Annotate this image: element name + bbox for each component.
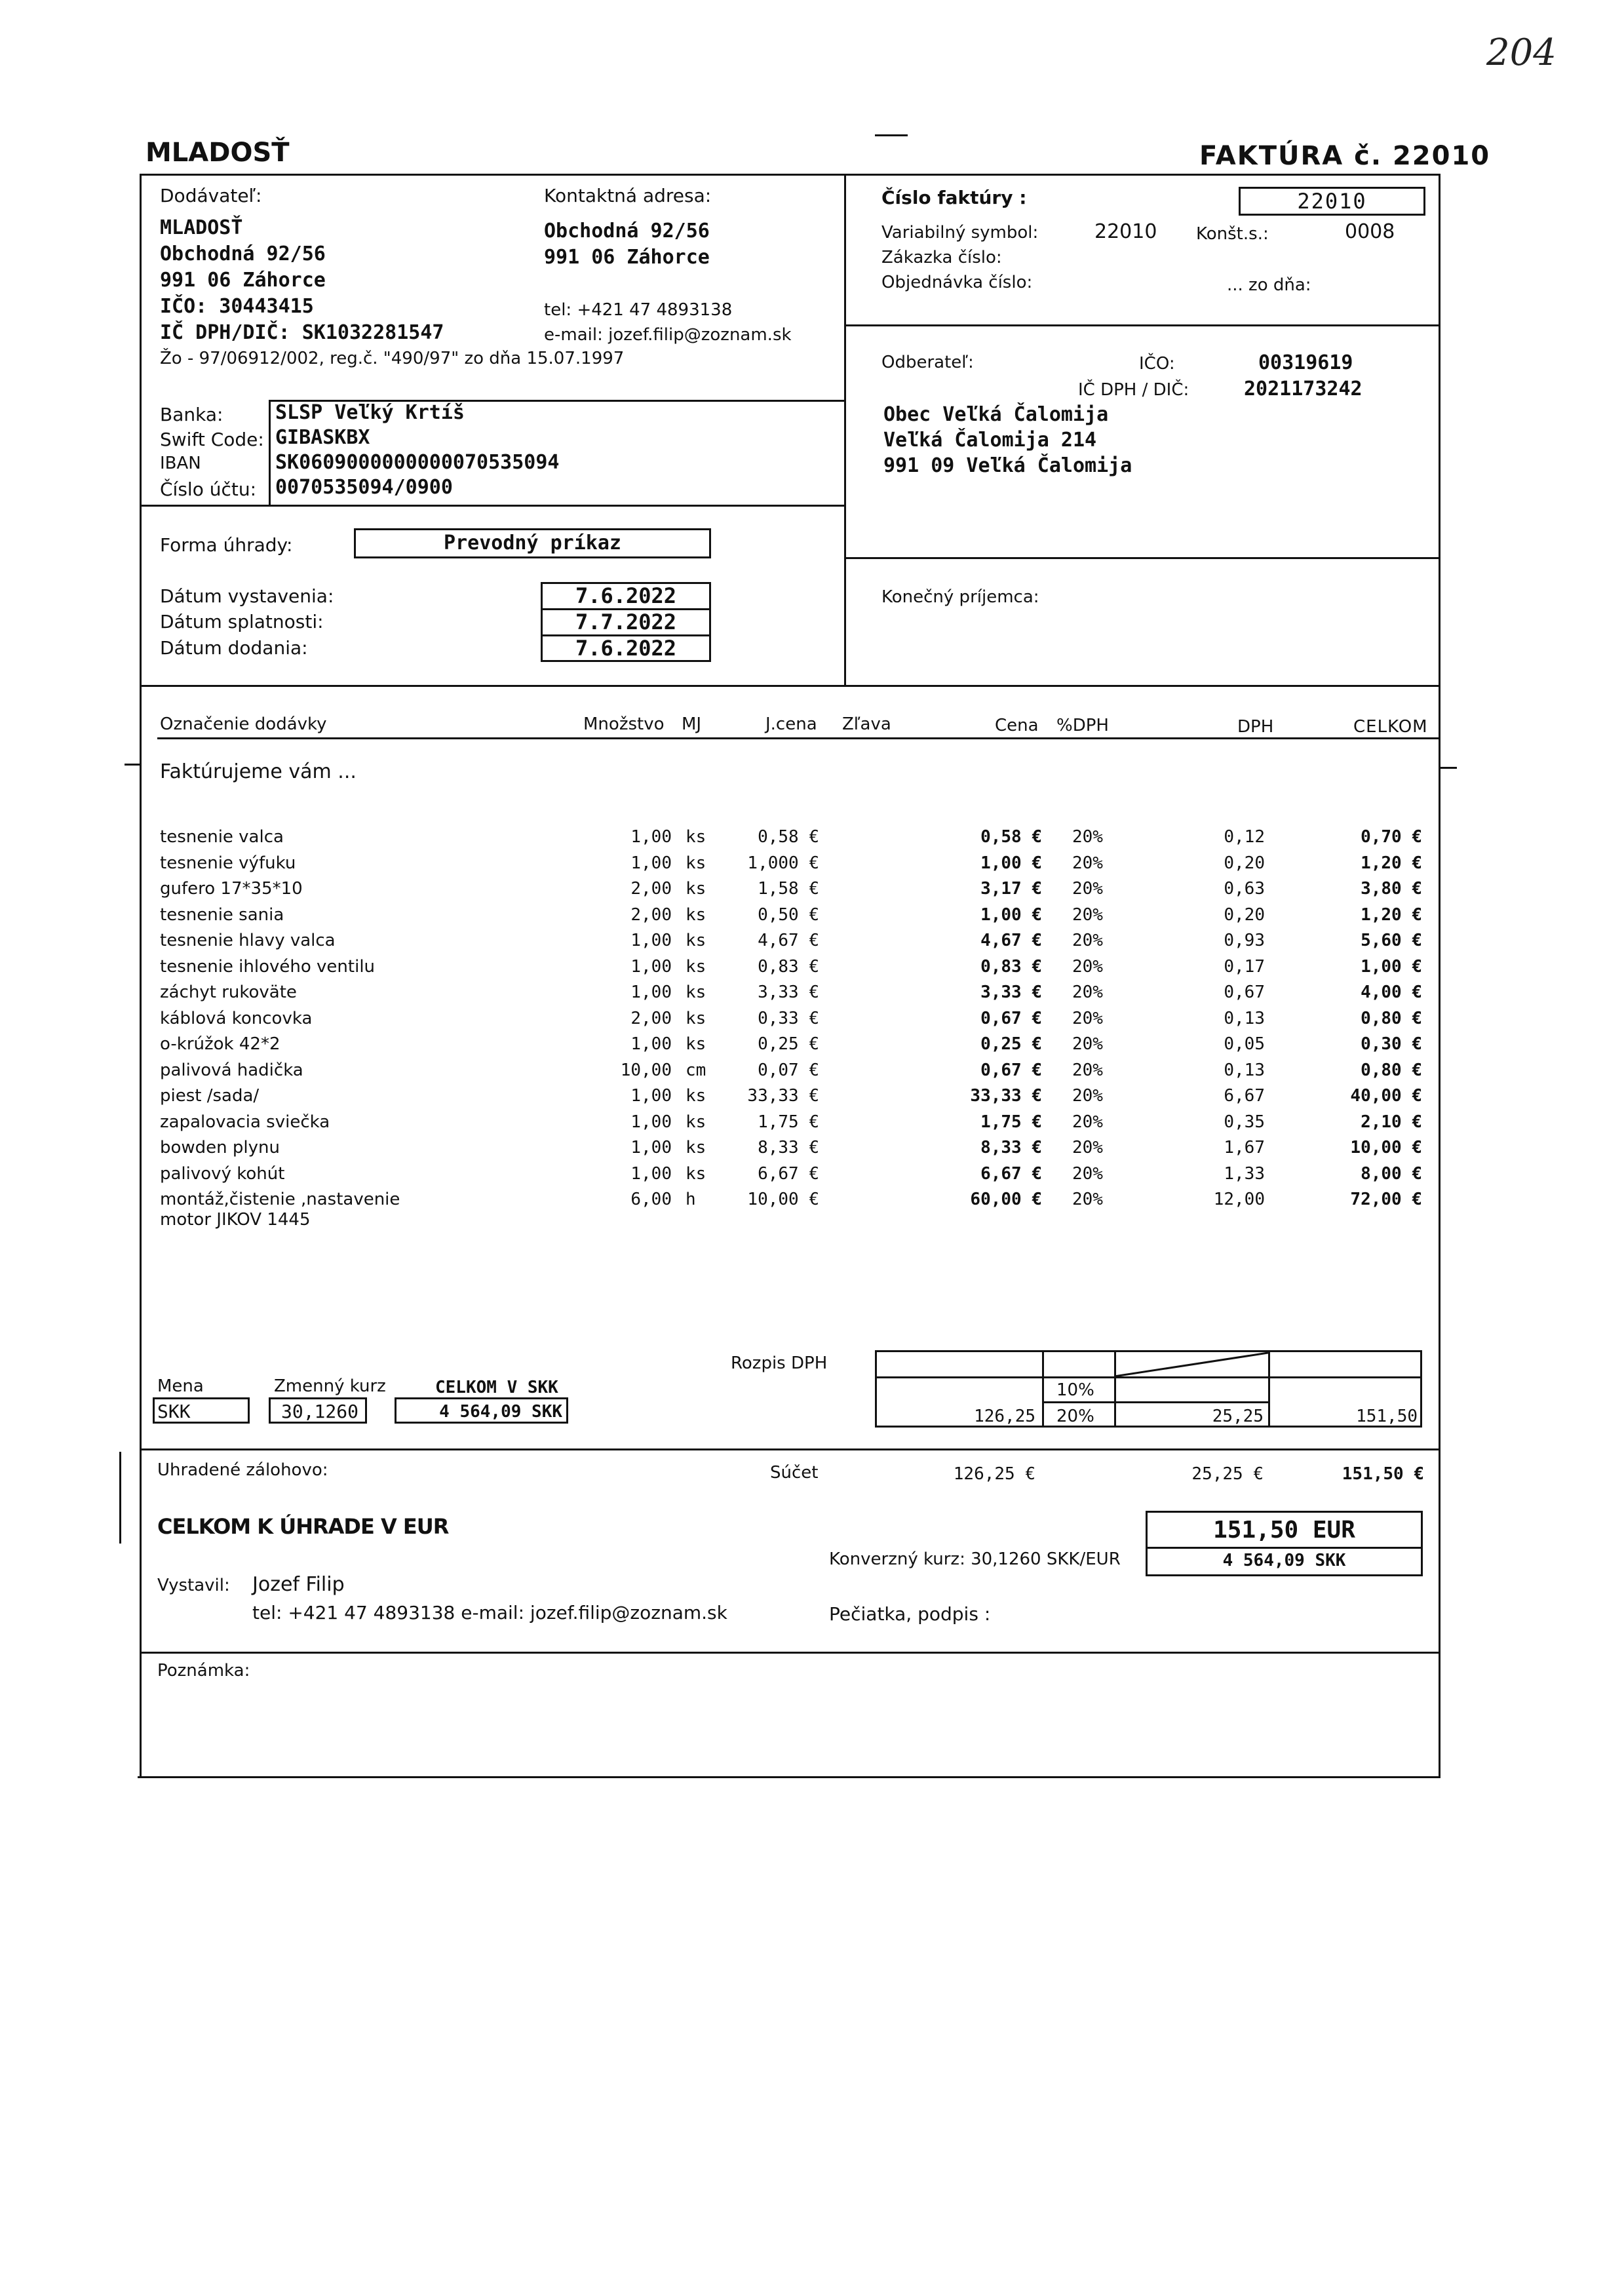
table-row: [0, 1060, 1624, 1087]
cell-unit-price: 6,67 €: [758, 1163, 819, 1184]
payment-value: Prevodný príkaz: [444, 532, 621, 554]
cell-price: 0,25 €: [980, 1034, 1042, 1054]
issue-date-value: 7.6.2022: [575, 583, 677, 608]
handwritten-page-number: 204: [1486, 31, 1556, 74]
cell-quantity: 1,00: [630, 1086, 672, 1106]
cell-vat-rate: 20%: [1072, 1008, 1103, 1028]
exchange-rate-box: [269, 1397, 367, 1424]
cell-vat-rate: 20%: [1072, 956, 1103, 977]
total-skk-label: CELKOM V SKK: [435, 1378, 558, 1397]
cell-description: záchyt rukoväte: [160, 982, 297, 1002]
conversion-rate: Konverzný kurz: 30,1260 SKK/EUR: [829, 1549, 1121, 1569]
cell-description: gufero 17*35*10: [160, 879, 303, 899]
cell-description: bowden plynu: [160, 1138, 280, 1157]
bank-value: SLSP Veľký Krtíš: [275, 401, 465, 424]
cell-unit: ks: [686, 853, 706, 873]
currency-box: [153, 1397, 250, 1424]
col-header-price: Cena: [995, 716, 1039, 735]
supplier-registration: Žo - 97/06912/002, reg.č. "490/97" zo dňa 15.07.1997: [160, 349, 625, 368]
supplier-street: Obchodná 92/56: [160, 243, 326, 265]
cell-price: 6,67 €: [980, 1163, 1042, 1184]
cell-description: piest /sada/: [160, 1086, 260, 1106]
col-header-description: Označenie dodávky: [160, 714, 327, 734]
cell-unit-price: 10,00 €: [747, 1190, 819, 1209]
cell-vat-rate: 20%: [1072, 982, 1103, 1002]
cell-price: 4,67 €: [980, 931, 1042, 950]
currency-value: SKK: [157, 1401, 191, 1422]
cell-price: 1,00 €: [980, 853, 1042, 873]
cell-description: palivový kohút: [160, 1163, 285, 1184]
table-row: [0, 957, 1624, 983]
cell-total: 4,00 €: [1361, 982, 1422, 1002]
cell-unit: ks: [686, 1008, 706, 1028]
cell-unit-price: 1,75 €: [758, 1112, 819, 1132]
cell-unit-price: 1,58 €: [758, 879, 819, 899]
payment-label: Forma úhrady:: [160, 534, 293, 556]
col-header-unit-price: J.cena: [765, 714, 817, 734]
cell-unit-price: 0,50 €: [758, 904, 819, 925]
vat-table-col-3: [1268, 1350, 1270, 1428]
supplier-city: 991 06 Záhorce: [160, 269, 326, 292]
cell-vat-rate: 20%: [1072, 879, 1103, 899]
cell-vat-rate: 20%: [1072, 1086, 1103, 1106]
vat-breakdown-label: Rozpis DPH: [731, 1353, 828, 1373]
vat-table-row-line-2: [1042, 1401, 1268, 1403]
cell-unit-price: 0,58 €: [758, 827, 819, 847]
note-top-line: [140, 1652, 1440, 1654]
cell-vat-rate: 20%: [1072, 931, 1103, 950]
sum-label: Súčet: [770, 1463, 819, 1483]
cell-unit: ks: [686, 982, 706, 1002]
issuer-name: Jozef Filip: [252, 1573, 345, 1596]
supplier-dic: IČ DPH/DIČ: SK1032281547: [160, 321, 444, 344]
cell-unit: ks: [686, 956, 706, 977]
col-header-discount: Zľava: [842, 714, 891, 734]
cell-unit-price: 0,33 €: [758, 1008, 819, 1028]
cell-quantity: 1,00: [630, 931, 672, 950]
customer-name: Obec Veľká Čalomija: [883, 403, 1109, 426]
right-customer-divider: [844, 557, 1440, 559]
table-extra-line: motor JIKOV 1445: [160, 1210, 311, 1230]
table-row: [0, 1112, 1624, 1138]
cell-quantity: 1,00: [630, 982, 672, 1002]
cell-unit-price: 0,25 €: [758, 1034, 819, 1054]
customer-street: Veľká Čalomija 214: [883, 429, 1097, 452]
col-header-unit: MJ: [682, 714, 702, 734]
cell-description: tesnenie valca: [160, 827, 284, 847]
variable-symbol-value: 22010: [1094, 220, 1157, 243]
cell-unit: ks: [686, 1163, 706, 1184]
konst-symbol-label: Konšt.s.:: [1196, 224, 1269, 244]
table-row: [0, 1086, 1624, 1112]
cell-total: 0,30 €: [1361, 1034, 1422, 1054]
cell-vat: 0,93: [1224, 931, 1265, 950]
issue-date-label: Dátum vystavenia:: [160, 585, 334, 607]
left-margin-tick: [125, 764, 141, 766]
cell-description: o-krúžok 42*2: [160, 1034, 280, 1054]
variable-symbol-label: Variabilný symbol:: [881, 223, 1039, 243]
table-row: [0, 1138, 1624, 1164]
konst-symbol-value: 0008: [1345, 220, 1395, 243]
cell-quantity: 1,00: [630, 1112, 672, 1132]
vat-table-diagonal: [1114, 1350, 1268, 1378]
contact-street: Obchodná 92/56: [544, 220, 710, 243]
cell-quantity: 2,00: [630, 879, 672, 899]
cell-vat-rate: 20%: [1072, 1034, 1103, 1054]
cell-vat-rate: 20%: [1072, 827, 1103, 847]
supplier-name: MLADOSŤ: [160, 216, 243, 239]
due-date-label: Dátum splatnosti:: [160, 611, 324, 632]
contact-city: 991 06 Záhorce: [544, 246, 710, 269]
header-section-bottom: [140, 685, 1440, 687]
cell-quantity: 1,00: [630, 827, 672, 847]
cell-vat: 0,13: [1224, 1060, 1265, 1080]
cell-unit: h: [686, 1190, 696, 1209]
table-row: [0, 879, 1624, 905]
customer-ico-label: IČO:: [1139, 354, 1175, 374]
cell-vat-rate: 20%: [1072, 1190, 1103, 1209]
final-recipient-label: Konečný príjemca:: [881, 587, 1039, 607]
total-due-skk: 4 564,09 SKK: [1222, 1551, 1346, 1570]
top-dash: [875, 134, 908, 136]
cell-description: tesnenie sania: [160, 904, 284, 925]
middle-divider: [844, 174, 846, 685]
cell-unit-price: 0,83 €: [758, 956, 819, 977]
col-header-vat: DPH: [1237, 717, 1274, 737]
cell-total: 1,20 €: [1361, 853, 1422, 873]
right-info-divider: [844, 324, 1440, 326]
cell-vat-rate: 20%: [1072, 1163, 1103, 1184]
vat-rate-20: 20%: [1056, 1407, 1094, 1426]
table-row: [0, 827, 1624, 853]
delivery-date-value: 7.6.2022: [575, 636, 677, 661]
customer-city: 991 09 Veľká Čalomija: [883, 454, 1132, 477]
cell-price: 60,00 €: [970, 1190, 1042, 1209]
contact-label: Kontaktná adresa:: [544, 185, 712, 206]
exchange-rate-value: 30,1260: [280, 1401, 358, 1422]
cell-quantity: 1,00: [630, 1138, 672, 1157]
total-due-box-divider: [1146, 1547, 1423, 1549]
cell-vat: 0,13: [1224, 1008, 1265, 1028]
cell-price: 1,75 €: [980, 1112, 1042, 1132]
table-row: [0, 1164, 1624, 1190]
cell-total: 10,00 €: [1350, 1138, 1422, 1157]
cell-vat-rate: 20%: [1072, 904, 1103, 925]
cell-unit-price: 33,33 €: [747, 1086, 819, 1106]
cell-unit-price: 3,33 €: [758, 982, 819, 1002]
order-date-label: ... zo dňa:: [1227, 275, 1311, 295]
cell-unit: ks: [686, 1138, 706, 1157]
account-label: Číslo účtu:: [160, 478, 257, 500]
cell-vat: 0,20: [1224, 853, 1265, 873]
delivery-date-label: Dátum dodania:: [160, 637, 308, 659]
cell-quantity: 1,00: [630, 853, 672, 873]
cell-vat: 0,35: [1224, 1112, 1265, 1132]
table-row: [0, 1009, 1624, 1035]
iban-value: SK0609000000000070535094: [275, 451, 560, 474]
cell-total: 0,80 €: [1361, 1008, 1422, 1028]
cell-vat: 6,67: [1224, 1086, 1265, 1106]
cell-unit: cm: [686, 1060, 706, 1080]
cell-description: palivová hadička: [160, 1060, 303, 1080]
total-due-label: CELKOM K ÚHRADE V EUR: [157, 1514, 449, 1539]
sum-total: 151,50 €: [1342, 1464, 1424, 1484]
cell-total: 1,00 €: [1361, 956, 1422, 977]
bank-label: Banka:: [160, 404, 223, 425]
cell-unit: ks: [686, 931, 706, 950]
cell-description: zapalovacia sviečka: [160, 1112, 330, 1132]
sum-vat: 25,25 €: [1191, 1464, 1264, 1484]
cell-total: 1,20 €: [1361, 904, 1422, 925]
cell-vat: 0,67: [1224, 982, 1265, 1002]
cell-price: 0,67 €: [980, 1060, 1042, 1080]
cell-total: 2,10 €: [1361, 1112, 1422, 1132]
supplier-short-name: MLADOSŤ: [145, 138, 290, 168]
swift-label: Swift Code:: [160, 429, 264, 450]
stamp-signature-label: Pečiatka, podpis :: [829, 1603, 991, 1625]
cell-price: 0,58 €: [980, 827, 1042, 847]
currency-label: Mena: [157, 1376, 204, 1396]
col-header-quantity: Množstvo: [583, 714, 665, 734]
payment-value-box: [354, 528, 711, 558]
table-row: [0, 931, 1624, 957]
issuer-contact: tel: +421 47 4893138 e-mail: jozef.filip@zoznam.sk: [252, 1602, 727, 1623]
cell-unit-price: 1,000 €: [747, 853, 819, 873]
cell-price: 8,33 €: [980, 1138, 1042, 1157]
objednavka-label: Objednávka číslo:: [881, 273, 1033, 292]
col-header-vat-rate: %DPH: [1056, 716, 1109, 735]
margin-bar: [119, 1452, 121, 1544]
table-intro: Faktúrujeme vám ...: [160, 760, 357, 783]
cell-vat: 0,12: [1224, 827, 1265, 847]
supplier-ico: IČO: 30443415: [160, 295, 314, 318]
cell-price: 3,33 €: [980, 982, 1042, 1002]
vat-table-col-1: [1042, 1350, 1044, 1428]
cell-description: káblová koncovka: [160, 1008, 313, 1028]
cell-vat: 1,33: [1224, 1163, 1265, 1184]
contact-email: e-mail: jozef.filip@zoznam.sk: [544, 325, 792, 345]
frame-bottom-line: [138, 1776, 1440, 1778]
account-value: 0070535094/0900: [275, 476, 453, 499]
cell-quantity: 6,00: [630, 1190, 672, 1209]
cell-vat: 12,00: [1213, 1190, 1265, 1209]
col-header-total: CELKOM: [1353, 717, 1428, 737]
cell-unit-price: 0,07 €: [758, 1060, 819, 1080]
total-skk-value: 4 564,09 SKK: [439, 1402, 562, 1422]
customer-label: Odberateľ:: [881, 353, 974, 372]
customer-ico-value: 00319619: [1258, 351, 1353, 374]
note-label: Poznámka:: [157, 1661, 250, 1681]
cell-quantity: 1,00: [630, 1163, 672, 1184]
invoice-number-box: [1239, 187, 1425, 216]
table-row: [0, 982, 1624, 1009]
cell-price: 0,83 €: [980, 956, 1042, 977]
swift-value: GIBASKBX: [275, 426, 370, 449]
cell-unit: ks: [686, 827, 706, 847]
customer-dic-value: 2021173242: [1244, 378, 1363, 400]
cell-quantity: 10,00: [620, 1060, 672, 1080]
cell-description: tesnenie výfuku: [160, 853, 296, 873]
cell-quantity: 1,00: [630, 956, 672, 977]
cell-price: 1,00 €: [980, 904, 1042, 925]
order-number-label: Zákazka číslo:: [881, 248, 1002, 267]
cell-total: 0,70 €: [1361, 827, 1422, 847]
cell-total: 5,60 €: [1361, 931, 1422, 950]
issuer-label: Vystavil:: [157, 1576, 230, 1595]
vat-rate-10: 10%: [1056, 1380, 1094, 1400]
cell-unit: ks: [686, 1086, 706, 1106]
frame-top-line: [140, 174, 1440, 176]
invoice-number-label: Číslo faktúry :: [881, 187, 1027, 208]
cell-vat: 0,20: [1224, 904, 1265, 925]
cell-quantity: 1,00: [630, 1034, 672, 1054]
cell-unit: ks: [686, 904, 706, 925]
summary-top-line: [140, 1448, 1440, 1450]
table-row: [0, 905, 1624, 931]
contact-tel: tel: +421 47 4893138: [544, 300, 733, 320]
invoice-title: FAKTÚRA č. 22010: [1199, 141, 1491, 171]
cell-total: 40,00 €: [1350, 1086, 1422, 1106]
cell-price: 0,67 €: [980, 1008, 1042, 1028]
table-row: [0, 1034, 1624, 1060]
sum-base: 126,25 €: [953, 1464, 1035, 1484]
cell-unit-price: 4,67 €: [758, 931, 819, 950]
bank-value-divider: [269, 400, 271, 505]
table-row: [0, 853, 1624, 880]
cell-unit-price: 8,33 €: [758, 1138, 819, 1157]
cell-total: 3,80 €: [1361, 879, 1422, 899]
cell-vat: 0,17: [1224, 956, 1265, 977]
bank-bottom-line: [140, 505, 845, 507]
vat-amount: 25,25: [1212, 1407, 1264, 1426]
cell-description: montáž,čistenie ,nastavenie: [160, 1190, 400, 1209]
total-due-eur: 151,50 EUR: [1213, 1517, 1355, 1544]
exchange-rate-label: Zmenný kurz: [274, 1376, 386, 1396]
cell-total: 8,00 €: [1361, 1163, 1422, 1184]
cell-unit: ks: [686, 1034, 706, 1054]
cell-description: tesnenie hlavy valca: [160, 931, 336, 950]
iban-label: IBAN: [160, 454, 201, 473]
advance-payment-label: Uhradené zálohovo:: [157, 1460, 328, 1480]
due-date-value: 7.7.2022: [575, 610, 677, 634]
cell-unit: ks: [686, 1112, 706, 1132]
cell-vat-rate: 20%: [1072, 853, 1103, 873]
cell-total: 0,80 €: [1361, 1060, 1422, 1080]
cell-unit: ks: [686, 879, 706, 899]
cell-vat-rate: 20%: [1072, 1060, 1103, 1080]
cell-total: 72,00 €: [1350, 1190, 1422, 1209]
cell-vat: 1,67: [1224, 1138, 1265, 1157]
cell-vat-rate: 20%: [1072, 1112, 1103, 1132]
supplier-label: Dodávateľ:: [160, 185, 262, 206]
cell-vat: 0,63: [1224, 879, 1265, 899]
customer-dic-label: IČ DPH / DIČ:: [1078, 380, 1189, 400]
invoice-number-value: 22010: [1297, 189, 1367, 214]
cell-price: 3,17 €: [980, 879, 1042, 899]
vat-total: 151,50: [1356, 1407, 1418, 1426]
right-margin-tick: [1440, 767, 1457, 769]
cell-price: 33,33 €: [970, 1086, 1042, 1106]
total-skk-box: [395, 1397, 568, 1424]
table-header-line: [157, 737, 1440, 739]
cell-description: tesnenie ihlového ventilu: [160, 956, 376, 977]
cell-vat-rate: 20%: [1072, 1138, 1103, 1157]
cell-vat: 0,05: [1224, 1034, 1265, 1054]
cell-quantity: 2,00: [630, 904, 672, 925]
cell-quantity: 2,00: [630, 1008, 672, 1028]
vat-base: 126,25: [974, 1407, 1035, 1426]
